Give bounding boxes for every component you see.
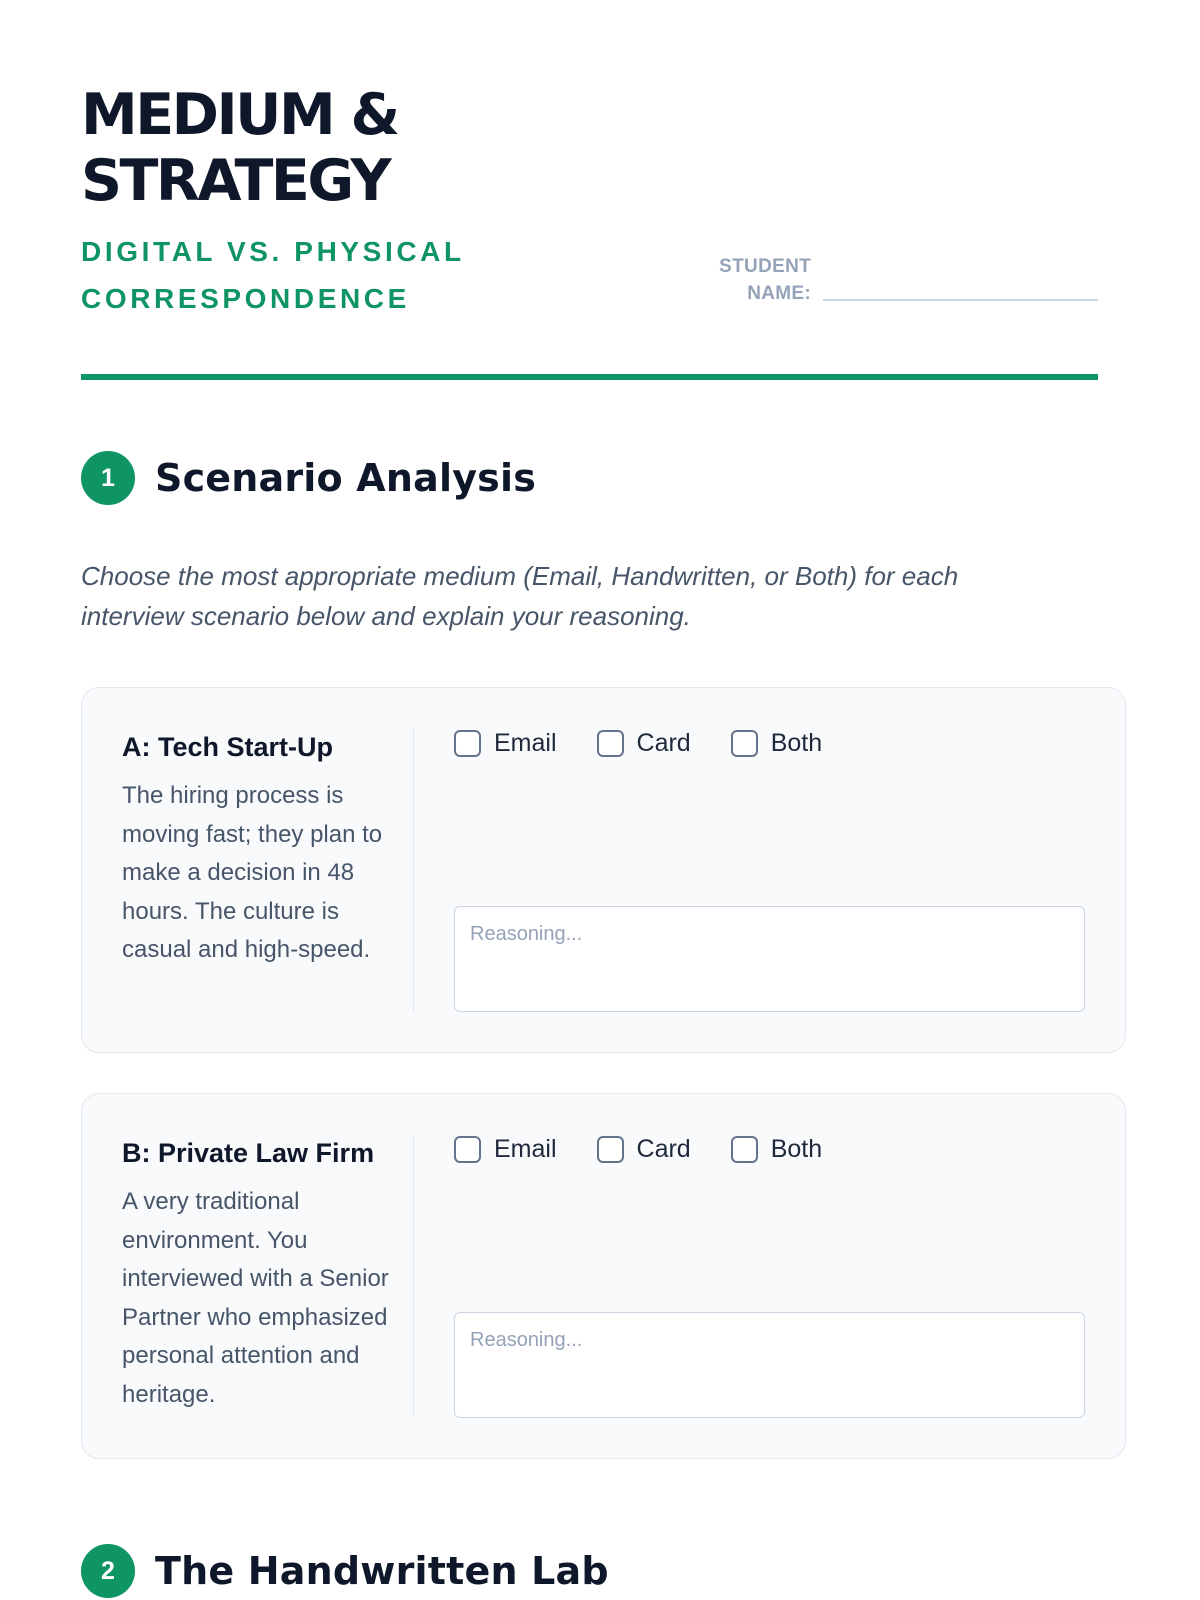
section-1-title: Scenario Analysis [155,456,537,500]
scenario-card-a [81,687,1126,1053]
checkbox[interactable] [597,1136,624,1163]
scenario-a-option-card[interactable] [597,729,691,758]
checkbox[interactable] [454,1136,481,1163]
page-title: MEDIUM & STRATEGY [81,82,398,214]
scenario-b-response [414,1134,1085,1418]
page-subtitle: DIGITAL VS. PHYSICAL CORRESPONDENCE [81,236,465,314]
scenario-b-reasoning-input[interactable] [454,1312,1085,1418]
worksheet-header [81,0,1098,382]
checkbox[interactable] [731,730,758,757]
section-1-instructions: Choose the most appropriate medium (Email, Handwritten, or Both) for each interview scenario below and explain your reasoning. [81,561,959,631]
option-label: Email [494,729,557,757]
scenario-a-option-both[interactable] [731,729,822,758]
section-1-heading [81,451,536,505]
checkbox[interactable] [597,730,624,757]
option-label: Card [636,1135,691,1163]
header-divider [81,374,1098,380]
scenario-a-reasoning-input[interactable] [454,906,1085,1012]
scenario-b-option-both[interactable] [731,1135,822,1164]
checkbox[interactable] [454,730,481,757]
option-label: Card [636,729,691,757]
scenario-a-title: A: Tech Start-Up [122,732,334,762]
scenario-b-description: A very traditional environment. You interviewed with a Senior Partner who emphasized personal attention and heritage. [122,1188,389,1408]
student-name-label: STUDENT NAME: [719,256,811,304]
scenario-a-options [454,729,1085,758]
option-label: Both [770,1135,823,1163]
scenario-b-option-card[interactable] [597,1135,691,1164]
student-name-field[interactable] [701,253,1098,307]
section-2-heading [81,1544,609,1598]
section-2-number-badge: 2 [81,1544,135,1598]
scenario-b-title: B: Private Law Firm [122,1138,375,1168]
option-label: Both [770,729,823,757]
scenario-b-options [454,1135,1085,1164]
scenario-a-info [122,728,414,1012]
student-name-line[interactable] [823,299,1098,301]
section-2-title: The Handwritten Lab [155,1549,609,1593]
scenario-a-response [414,728,1085,1012]
scenario-a-option-email[interactable] [454,729,557,758]
scenario-b-info [122,1134,414,1418]
scenario-a-description: The hiring process is moving fast; they plan to make a decision in 48 hours. The culture is casual and high-speed. [122,782,383,963]
section-1-number-badge: 1 [81,451,135,505]
option-label: Email [494,1135,557,1163]
checkbox[interactable] [731,1136,758,1163]
scenario-b-option-email[interactable] [454,1135,557,1164]
scenario-card-b [81,1093,1126,1459]
